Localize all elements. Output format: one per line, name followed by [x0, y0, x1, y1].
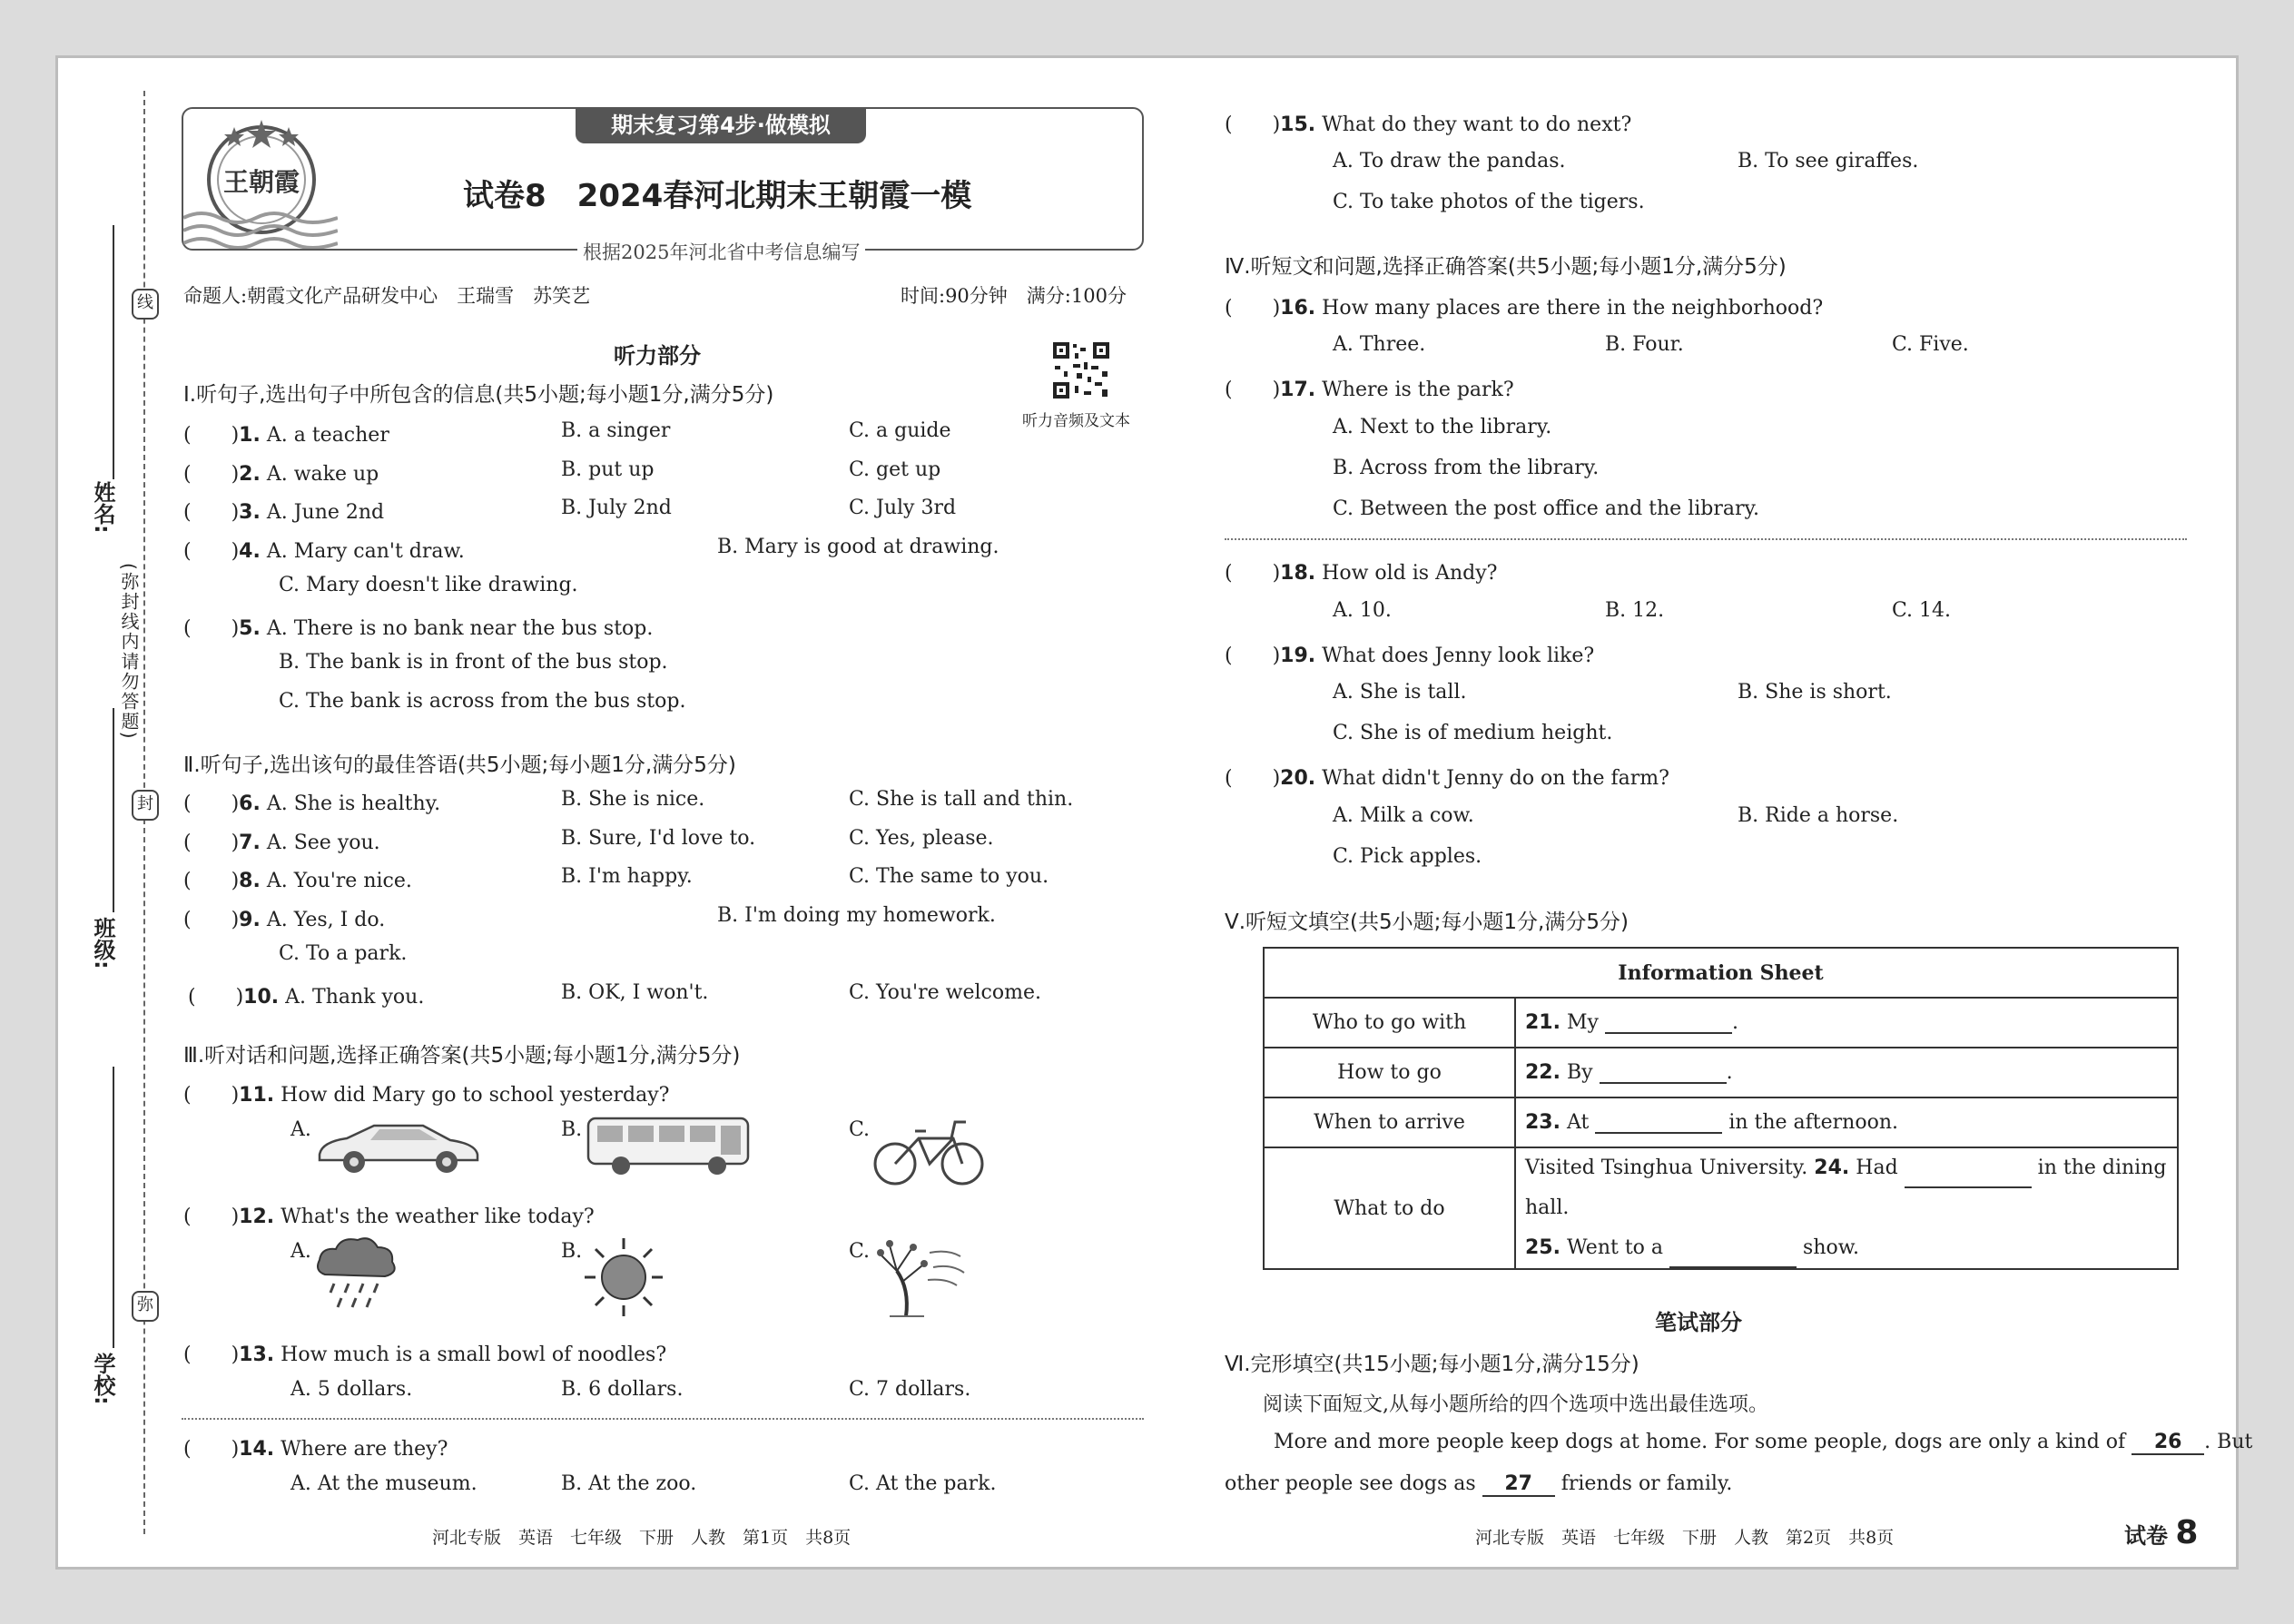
question-19: ( )19. What does Jenny look like?	[1225, 645, 1595, 667]
q3-option-c: C. July 3rd	[849, 497, 957, 519]
q6-option-b: B. She is nice.	[561, 788, 705, 811]
question-9: ( )9. A. Yes, I do.	[183, 909, 386, 931]
table-row	[1264, 1147, 2178, 1269]
row-answer-23[interactable]: 23. At in the afternoon.	[1515, 1097, 2178, 1147]
question-18: ( )18. How old is Andy?	[1225, 562, 1498, 585]
q16-option-c: C. Five.	[1892, 333, 1969, 356]
writing-title: 笔试部分	[1655, 1310, 1742, 1335]
authors: 命题人:朝霞文化产品研发中心 王瑞雪 苏笑艺	[183, 285, 591, 307]
paper-number: 8	[2175, 1514, 2199, 1551]
question-10: ( )10. A. Thank you.	[188, 986, 425, 1009]
seal-notice: (弥封线内请勿答题)	[118, 563, 140, 741]
cloze-line-2: other people see dogs as 27 friends or family.	[1225, 1472, 1733, 1495]
name-field[interactable]	[113, 225, 114, 479]
q18-option-a: A. 10.	[1333, 599, 1392, 622]
q16-option-a: A. Three.	[1333, 333, 1426, 356]
q5-option-b: B. The bank is in front of the bus stop.	[279, 651, 668, 674]
row-label: What to do	[1264, 1147, 1515, 1269]
q18-option-b: B. 12.	[1605, 599, 1665, 622]
question-4: ( )4. A. Mary can't draw.	[183, 540, 465, 563]
q19-option-b: B. She is short.	[1738, 681, 1892, 704]
blank-26[interactable]: 26	[2132, 1431, 2204, 1455]
school-field[interactable]	[113, 1067, 114, 1348]
q3-option-b: B. July 2nd	[561, 497, 672, 519]
q11-option-a-label: A.	[290, 1118, 311, 1141]
sun-icon	[581, 1235, 666, 1320]
name-label: 姓名:	[90, 481, 115, 534]
question-2: ( )2. A. wake up	[183, 463, 379, 486]
row-answer-21[interactable]: 21. My .	[1515, 998, 2178, 1048]
q6-option-c: C. She is tall and thin.	[849, 788, 1074, 811]
q15-option-a: A. To draw the pandas.	[1333, 150, 1566, 172]
question-3: ( )3. A. June 2nd	[183, 501, 385, 524]
q14-option-c: C. At the park.	[849, 1472, 997, 1495]
row-label: When to arrive	[1264, 1097, 1515, 1147]
exam-title: 试卷8 2024春河北期末王朝霞一模	[463, 178, 972, 214]
blank-27[interactable]: 27	[1482, 1472, 1555, 1497]
class-label: 班级:	[90, 917, 115, 969]
q2-option-c: C. get up	[849, 458, 941, 481]
q11-option-c-label: C.	[849, 1118, 871, 1141]
section-2-heading: Ⅱ.听句子,选出该句的最佳答语(共5小题;每小题1分,满分5分)	[183, 753, 736, 777]
paper-label: 试卷 8	[2124, 1514, 2199, 1551]
row-answer-22[interactable]: 22. By .	[1515, 1048, 2178, 1097]
section-3-heading: Ⅲ.听对话和问题,选择正确答案(共5小题;每小题1分,满分5分)	[183, 1044, 741, 1068]
cloze-instructions: 阅读下面短文,从每小题所给的四个选项中选出最佳选项。	[1263, 1393, 1768, 1416]
question-7: ( )7. A. See you.	[183, 832, 380, 854]
header-banner: 期末复习第4步·做模拟	[576, 107, 866, 143]
windy-icon	[870, 1235, 968, 1322]
question-14: ( )14. Where are they?	[183, 1438, 448, 1461]
question-13: ( )13. How much is a small bowl of noodles?	[183, 1343, 667, 1366]
svg-text:王朝霞: 王朝霞	[222, 167, 300, 197]
table-row	[1264, 998, 2178, 1048]
car-icon	[314, 1118, 483, 1175]
q2-option-b: B. put up	[561, 458, 655, 481]
q12-option-a-label: A.	[290, 1240, 311, 1263]
q12-option-b-label: B.	[561, 1240, 583, 1263]
cloze-line-1: More and more people keep dogs at home. For some people, dogs are only a kind of 26 . But	[1274, 1431, 2253, 1453]
section-1-heading: Ⅰ.听句子,选出句子中所包含的信息(共5小题;每小题1分,满分5分)	[183, 383, 774, 407]
q20-option-a: A. Milk a cow.	[1333, 804, 1474, 827]
header-wave-decoration	[183, 209, 338, 249]
class-field[interactable]	[113, 708, 114, 912]
q14-option-b: B. At the zoo.	[561, 1472, 697, 1495]
q14-option-a: A. At the museum.	[290, 1472, 478, 1495]
left-divider	[182, 1418, 1144, 1420]
q17-option-b: B. Across from the library.	[1333, 457, 1600, 479]
q16-option-b: B. Four.	[1605, 333, 1684, 356]
q4-option-c: C. Mary doesn't like drawing.	[279, 574, 578, 596]
seal-mark-xian: 线	[132, 289, 159, 320]
bicycle-icon	[871, 1113, 986, 1187]
q17-option-c: C. Between the post office and the library.	[1333, 497, 1760, 520]
seal-mark-mi: 弥	[132, 1291, 159, 1322]
q18-option-c: C. 14.	[1892, 599, 1952, 622]
q4-option-b: B. Mary is good at drawing.	[717, 536, 999, 558]
rain-icon	[312, 1235, 399, 1316]
section-4-heading: Ⅳ.听短文和问题,选择正确答案(共5小题;每小题1分,满分5分)	[1225, 255, 1787, 279]
q7-option-b: B. Sure, I'd love to.	[561, 827, 756, 850]
q10-option-b: B. OK, I won't.	[561, 981, 709, 1004]
question-12: ( )12. What's the weather like today?	[183, 1206, 595, 1228]
q7-option-c: C. Yes, please.	[849, 827, 994, 850]
question-20: ( )20. What didn't Jenny do on the farm?	[1225, 767, 1669, 790]
q17-option-a: A. Next to the library.	[1333, 416, 1552, 438]
question-11: ( )11. How did Mary go to school yesterday?	[183, 1084, 670, 1107]
row-label: How to go	[1264, 1048, 1515, 1097]
table-row	[1264, 1048, 2178, 1097]
information-sheet-table	[1263, 947, 2179, 1270]
q5-option-c: C. The bank is across from the bus stop.	[279, 690, 686, 713]
question-6: ( )6. A. She is healthy.	[183, 792, 441, 815]
q13-option-a: A. 5 dollars.	[290, 1378, 413, 1401]
q19-option-c: C. She is of medium height.	[1333, 722, 1613, 744]
row-label: Who to go with	[1264, 998, 1515, 1048]
school-label: 学校:	[90, 1353, 115, 1405]
q20-option-c: C. Pick apples.	[1333, 845, 1482, 868]
question-15: ( )15. What do they want to do next?	[1225, 113, 1632, 136]
q1-option-c: C. a guide	[849, 419, 951, 442]
q15-option-b: B. To see giraffes.	[1738, 150, 1919, 172]
bus-icon	[585, 1113, 752, 1176]
table-title: Information Sheet	[1264, 948, 2178, 998]
q8-option-c: C. The same to you.	[849, 865, 1049, 888]
q8-option-b: B. I'm happy.	[561, 865, 693, 888]
seal-mark-feng: 封	[132, 790, 159, 821]
question-17: ( )17. Where is the park?	[1225, 379, 1514, 401]
row-answer-24-25[interactable]: Visited Tsinghua University. 24. Had in the dining hall. 25. Went to a show.	[1515, 1147, 2178, 1269]
left-footer: 河北专版 英语 七年级 下册 人教 第1页 共8页	[432, 1528, 852, 1548]
q13-option-b: B. 6 dollars.	[561, 1378, 684, 1401]
question-1: ( )1. A. a teacher	[183, 424, 389, 447]
q11-option-b-label: B.	[561, 1118, 583, 1141]
listening-title: 听力部分	[614, 343, 701, 369]
table-row	[1264, 1097, 2178, 1147]
question-16: ( )16. How many places are there in the neighborhood?	[1225, 297, 1824, 320]
qr-code[interactable]	[1051, 340, 1111, 400]
time-score: 时间:90分钟 满分:100分	[901, 285, 1127, 307]
qr-caption: 听力音频及文本	[1022, 412, 1130, 430]
exam-subtitle: 根据2025年河北省中考信息编写	[577, 238, 865, 265]
section-5-heading: Ⅴ.听短文填空(共5小题;每小题1分,满分5分)	[1225, 910, 1629, 934]
q15-option-c: C. To take photos of the tigers.	[1333, 191, 1645, 213]
q9-option-b: B. I'm doing my homework.	[717, 904, 996, 927]
q12-option-c-label: C.	[849, 1240, 871, 1263]
q19-option-a: A. She is tall.	[1333, 681, 1467, 704]
q10-option-c: C. You're welcome.	[849, 981, 1041, 1004]
right-footer: 河北专版 英语 七年级 下册 人教 第2页 共8页	[1475, 1528, 1895, 1548]
right-divider	[1225, 538, 2187, 540]
q1-option-b: B. a singer	[561, 419, 671, 442]
q13-option-c: C. 7 dollars.	[849, 1378, 971, 1401]
q20-option-b: B. Ride a horse.	[1738, 804, 1899, 827]
q9-option-c: C. To a park.	[279, 942, 408, 965]
section-6-heading: Ⅵ.完形填空(共15小题;每小题1分,满分15分)	[1225, 1353, 1639, 1376]
question-8: ( )8. A. You're nice.	[183, 870, 412, 892]
question-5: ( )5. A. There is no bank near the bus stop.	[183, 617, 654, 640]
